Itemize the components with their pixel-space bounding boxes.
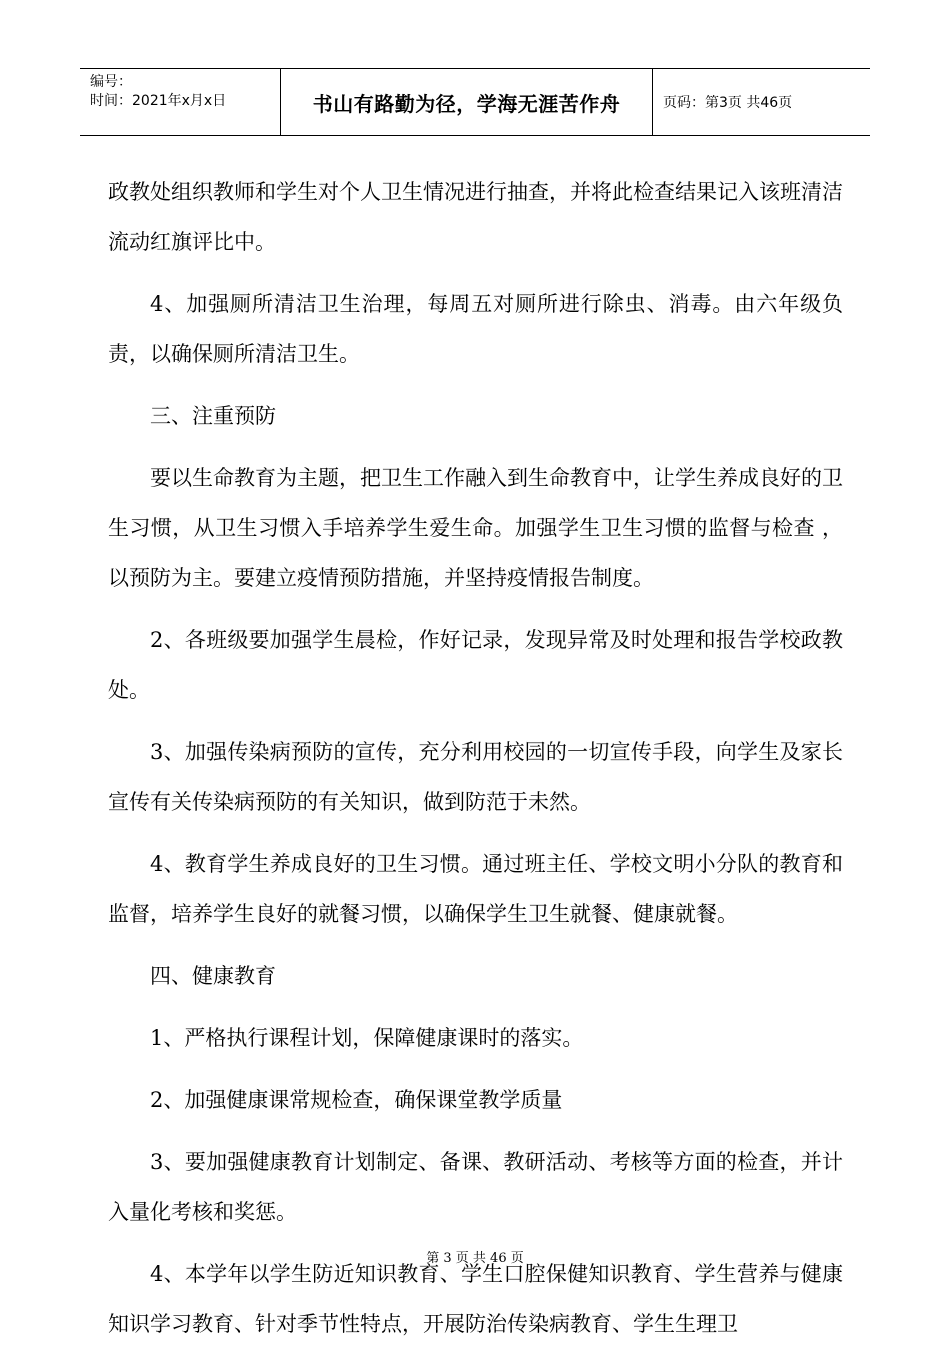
document-number-label: 编号： [90,74,132,90]
paragraph: 4、教育学生养成良好的卫生习惯。通过班主任、学校文明小分队的教育和监督，培养学生良好的就餐习惯，以确保学生卫生就餐、健康就餐。 [108,852,843,926]
section-heading: 四、健康教育 [150,964,276,988]
paragraph: 2、各班级要加强学生晨检，作好记录，发现异常及时处理和报告学校政教处。 [108,628,843,702]
paragraph: 3、加强传染病预防的宣传，充分利用校园的一切宣传手段，向学生及家长宣传有关传染病预防的有关知识，做到防范于未然。 [108,740,843,814]
page-header [80,68,870,136]
paragraph: 政教处组织教师和学生对个人卫生情况进行抽查，并将此检查结果记入该班清洁流动红旗评比中。 [108,180,843,254]
page-footer: 第 3 页 共 46 页 [426,1251,524,1266]
document-body [108,167,843,1361]
paragraph: 3、要加强健康教育计划制定、备课、教研活动、考核等方面的检查，并计入量化考核和奖惩。 [108,1150,843,1224]
paragraph: 4、加强厕所清洁卫生治理，每周五对厕所进行除虫、消毒。由六年级负责，以确保厕所清洁卫生。 [108,292,843,366]
section-heading: 三、注重预防 [150,404,276,428]
paragraph: 2、加强健康课常规检查，确保课堂教学质量 [150,1088,563,1112]
paragraph: 要以生命教育为主题，把卫生工作融入到生命教育中，让学生养成良好的卫生习惯，从卫生习惯入手培养学生爱生命。加强学生卫生习惯的监督与检查 ，以预防为主。要建立疫情预防措施，并坚持疫情报告制度。 [108,466,843,590]
paragraph: 1、严格执行课程计划，保障健康课时的落实。 [150,1026,584,1050]
header-meta [80,69,281,135]
header-motto: 书山有路勤为径，学海无涯苦作舟 [281,69,653,135]
document-date: 时间：2021年x月x日 [90,93,227,109]
header-page-info: 页码：第3页 共46页 [663,95,793,111]
paragraph: 4、本学年以学生防近知识教育、学生口腔保健知识教育、学生营养与健康知识学习教育、针对季节性特点，开展防治传染病教育、学生生理卫 [108,1262,843,1336]
